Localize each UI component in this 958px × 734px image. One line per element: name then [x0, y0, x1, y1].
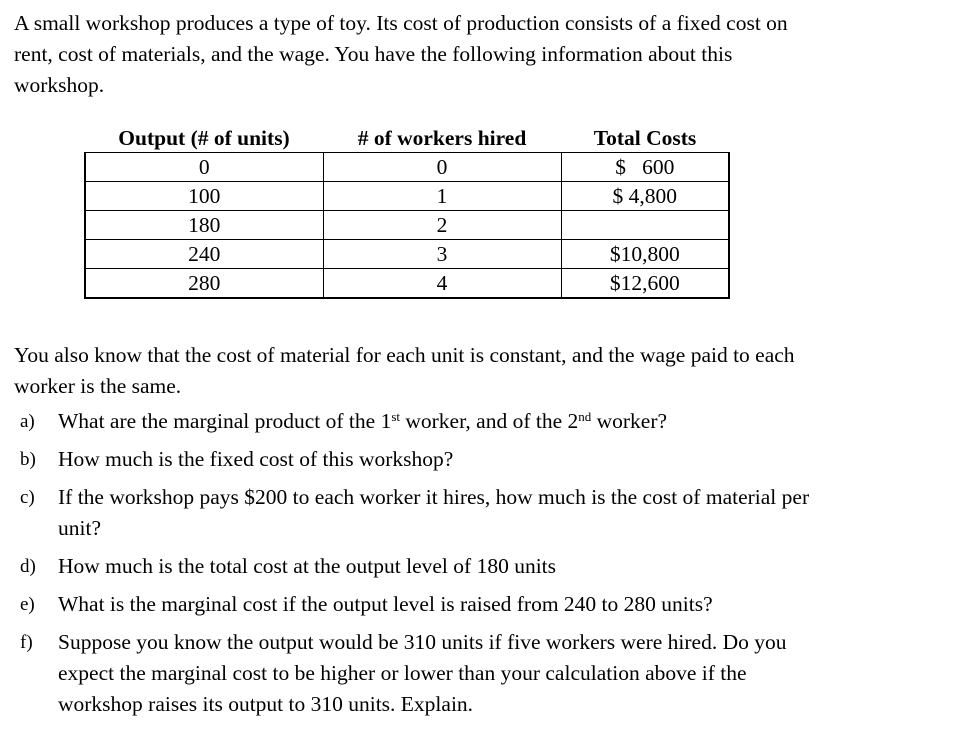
intro-line: workshop.	[14, 73, 105, 97]
question-text: How much is the fixed cost of this workshop?	[58, 447, 454, 471]
question-text: What is the marginal cost if the output level is raised from 240 to 280 units?	[58, 592, 713, 616]
cell-total-cost	[561, 211, 729, 240]
question-list	[20, 406, 920, 727]
question-d	[20, 551, 920, 582]
table-row	[85, 153, 729, 182]
question-label: c)	[20, 487, 35, 508]
cell-workers: 3	[323, 240, 561, 269]
question-text: workshop raises its output to 310 units. Explain.	[58, 692, 474, 716]
ordinal-suffix: nd	[578, 409, 592, 424]
table-header-row	[85, 124, 729, 153]
question-text: worker, and of the 2	[400, 409, 579, 433]
cell-output: 0	[85, 153, 323, 182]
cell-total-cost: $10,800	[561, 240, 729, 269]
intro-line: A small workshop produces a type of toy. Its cost of production consists of a fixed cost on	[14, 11, 788, 35]
cell-output: 100	[85, 182, 323, 211]
question-label: b)	[20, 449, 36, 470]
cell-output: 240	[85, 240, 323, 269]
header-output: Output (# of units)	[85, 124, 323, 153]
cell-workers: 1	[323, 182, 561, 211]
cell-total-cost: $ 4,800	[561, 182, 729, 211]
question-text: What are the marginal product of the 1	[58, 409, 392, 433]
question-text: If the workshop pays $200 to each worker it hires, how much is the cost of material per	[58, 485, 810, 509]
header-workers: # of workers hired	[323, 124, 561, 153]
question-c	[20, 482, 920, 544]
assumption-line: worker is the same.	[14, 374, 182, 398]
question-text: unit?	[58, 516, 101, 540]
header-total-costs: Total Costs	[561, 124, 729, 153]
cell-workers: 4	[323, 269, 561, 299]
question-text: worker?	[591, 409, 668, 433]
question-text: expect the marginal cost to be higher or lower than your calculation above if the	[58, 661, 747, 685]
question-text: How much is the total cost at the output level of 180 units	[58, 554, 557, 578]
table-row	[85, 182, 729, 211]
assumption-paragraph	[14, 340, 914, 402]
table-row	[85, 211, 729, 240]
cell-output: 180	[85, 211, 323, 240]
table-row	[85, 240, 729, 269]
question-b	[20, 444, 920, 475]
ordinal-suffix: st	[391, 409, 400, 424]
cost-table	[84, 124, 730, 299]
question-e	[20, 589, 920, 620]
assumption-line: You also know that the cost of material for each unit is constant, and the wage paid to each	[14, 343, 795, 367]
question-label: d)	[20, 556, 36, 577]
intro-line: rent, cost of materials, and the wage. You have the following information about this	[14, 42, 733, 66]
question-a	[20, 406, 920, 437]
cell-workers: 2	[323, 211, 561, 240]
cell-total-cost: $ 600	[561, 153, 729, 182]
question-f	[20, 627, 920, 720]
cell-workers: 0	[323, 153, 561, 182]
cell-total-cost: $12,600	[561, 269, 729, 299]
question-text: Suppose you know the output would be 310 units if five workers were hired. Do you	[58, 630, 787, 654]
cell-output: 280	[85, 269, 323, 299]
question-label: f)	[20, 632, 33, 653]
intro-paragraph	[14, 8, 914, 101]
question-label: a)	[20, 411, 35, 432]
question-label: e)	[20, 594, 35, 615]
table-row	[85, 269, 729, 299]
